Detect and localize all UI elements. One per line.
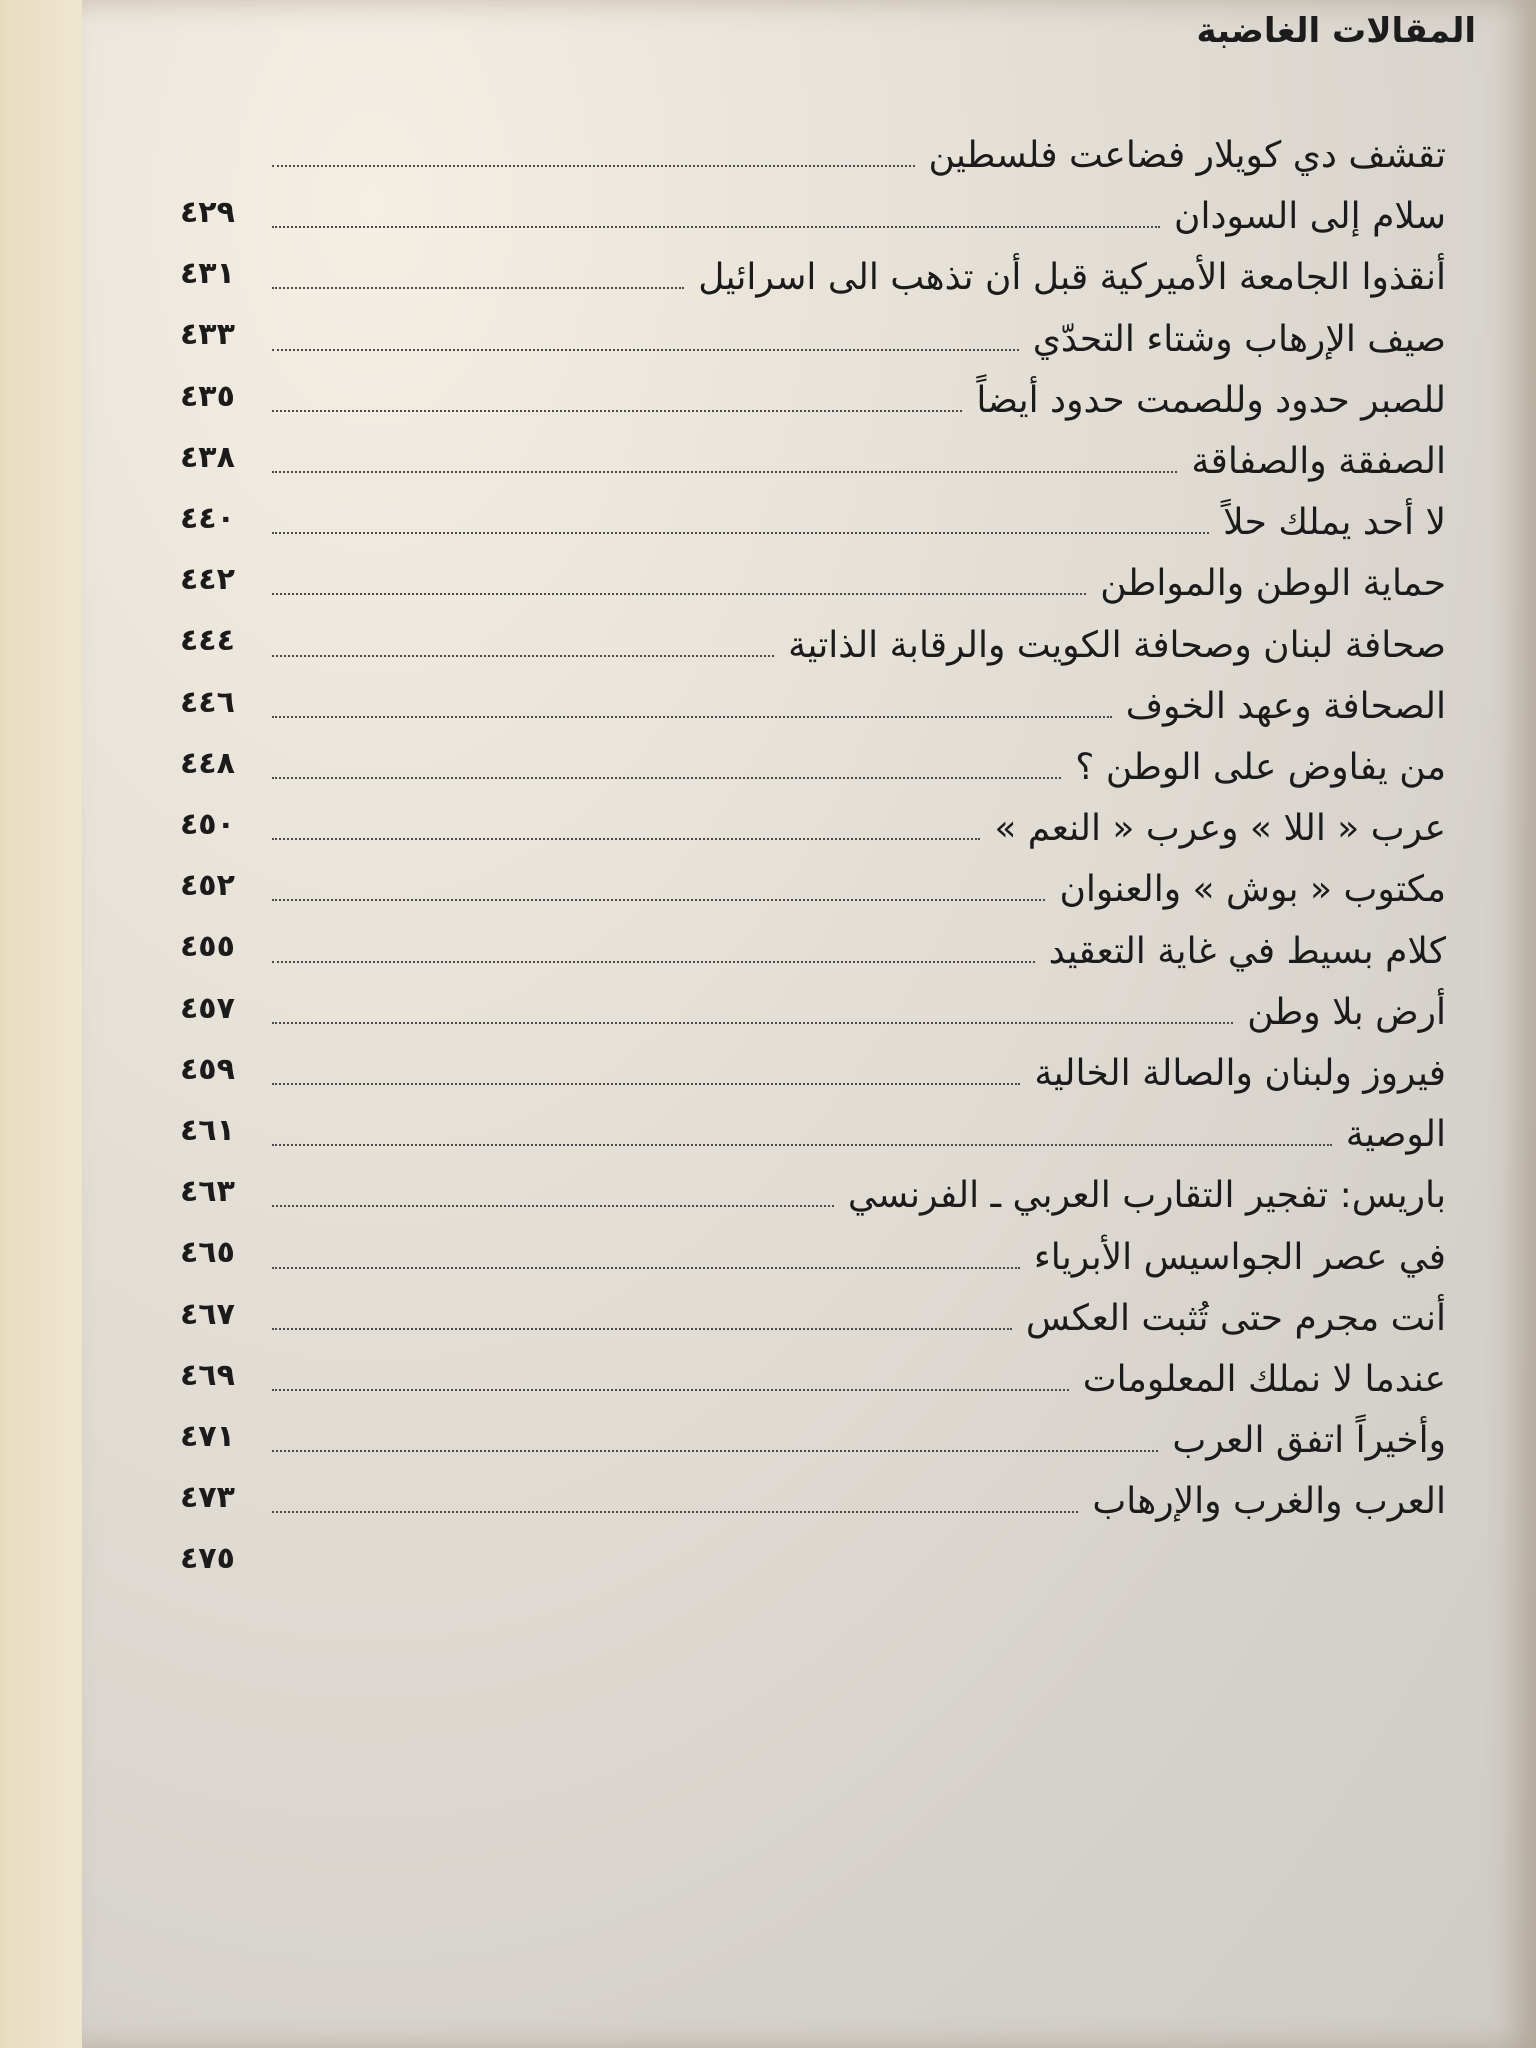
toc-entry [272,441,1446,482]
toc-entry-title: في عصر الجواسيس الأبرياء [1033,1236,1446,1278]
toc-entry [272,1053,1446,1094]
toc-entry [272,563,1446,604]
toc-entry [272,1298,1446,1339]
toc-entry-title: الصحافة وعهد الخوف [1125,685,1446,727]
toc-entry-title: فيروز ولبنان والصالة الخالية [1034,1053,1446,1094]
toc-entry-title: مكتوب « بوش » والعنوان [1059,869,1446,911]
dot-leader [272,1449,1158,1452]
toc-entry [272,135,1446,176]
toc-page-number: ٤٥٧ [180,990,235,1026]
dot-leader [272,225,1160,228]
toc-entry-title: سلام إلى السودان [1174,196,1446,238]
toc-page-number: ٤٣٣ [180,317,235,353]
toc-entry-title: الوصية [1345,1114,1446,1156]
toc-entry-title: وأخيراً اتفق العرب [1172,1420,1446,1462]
toc-entry-title: لا أحد يملك حلاً [1223,502,1446,544]
toc-entry [272,869,1446,910]
toc-page-number: ٤٤٠ [180,501,235,536]
dot-leader [272,348,1019,351]
toc-entry-title: حماية الوطن والمواطن [1100,563,1446,605]
toc-page-number: ٤٦٣ [180,1174,235,1210]
toc-entry [272,1359,1446,1400]
toc-entry [272,747,1446,788]
toc-page-number: ٤٦٥ [180,1235,235,1271]
dot-leader [272,776,1061,779]
toc-entry [272,686,1446,727]
toc-page-number: ٤٥٠ [180,807,235,842]
toc-entry-title: تقشف دي كويلار فضاعت فلسطين [928,135,1446,176]
toc-page-number: ٤٧٣ [180,1480,235,1516]
toc-entry-title: للصبر حدود وللصمت حدود أيضاً [976,379,1446,421]
toc-entry [272,196,1446,237]
toc-entry-title: من يفاوض على الوطن ؟ [1075,747,1446,788]
toc-entry [272,1237,1446,1278]
toc-entry [272,1114,1446,1155]
toc-page-number: ٤٣١ [180,256,235,292]
toc-entry-title: العرب والغرب والإرهاب [1092,1481,1446,1523]
toc-entry [272,1481,1446,1522]
toc-page-number: ٤٢٩ [180,195,235,230]
toc-page-number: ٤٤٦ [180,684,235,720]
toc-entry [272,808,1446,849]
dot-leader [272,1327,1012,1330]
toc-entry-title: الصفقة والصفاقة [1191,441,1446,482]
toc-page-number: ٤٤٨ [180,745,235,781]
toc-entry-title: أنقذوا الجامعة الأميركية قبل أن تذهب الى اسرائيل [698,257,1446,299]
toc-entry [272,380,1446,421]
toc-entry-title: كلام بسيط في غاية التعقيد [1048,930,1446,972]
dot-leader [272,531,1209,534]
dot-leader [272,1143,1332,1146]
dot-leader [272,409,962,412]
dot-leader [272,1388,1069,1391]
toc-entry-title: أنت مجرم حتى تُثبت العكس [1025,1297,1446,1339]
toc-entry [272,319,1446,360]
dot-leader [272,286,684,289]
toc-entry [272,1420,1446,1461]
dot-leader [272,898,1045,901]
toc-page-number: ٤٥٥ [180,929,235,965]
dot-leader [272,1204,834,1207]
dot-leader [272,164,915,167]
dot-leader [272,1266,1020,1269]
dot-leader [272,1510,1078,1513]
toc-entry [272,931,1446,972]
dot-leader [272,960,1035,963]
toc-entry-title: باريس: تفجير التقارب العربي ـ الفرنسي [847,1175,1446,1217]
dot-leader [272,470,1177,473]
toc-entry [272,992,1446,1033]
toc-entry [272,257,1446,298]
toc-page-number: ٤٤٢ [180,562,235,598]
toc-page-number: ٤٦٧ [180,1296,235,1332]
toc-entry [272,502,1446,543]
toc-page-number: ٤٥٢ [180,868,235,904]
toc-entry [272,625,1446,666]
running-header: المقالات الغاضبة [1196,11,1476,51]
dot-leader [272,1021,1233,1024]
dot-leader [272,592,1086,595]
toc-entry-title: صحافة لبنان وصحافة الكويت والرقابة الذاتية [788,624,1446,666]
toc-page-number: ٤٦٩ [180,1357,235,1393]
dot-leader [272,715,1112,718]
toc-entry-title: عندما لا نملك المعلومات [1082,1359,1446,1400]
dot-leader [272,654,774,657]
dot-leader [272,837,980,840]
toc-entry [272,1175,1446,1216]
toc-entry-title: صيف الإرهاب وشتاء التحدّي [1032,318,1446,360]
toc-entry-title: أرض بلا وطن [1247,991,1446,1033]
toc-entry-title: عرب « اللا » وعرب « النعم » [994,808,1446,850]
dot-leader [272,1082,1020,1085]
toc-page-number: ٤٦١ [180,1113,235,1148]
toc-page-number: ٤٣٨ [180,439,235,475]
toc-page-number: ٤٧١ [180,1419,235,1454]
toc-page-number: ٤٧٥ [180,1541,235,1577]
toc-page-number: ٤٤٤ [180,623,235,659]
toc-page-number: ٤٣٥ [180,378,235,414]
toc-page-number: ٤٥٩ [180,1051,235,1087]
